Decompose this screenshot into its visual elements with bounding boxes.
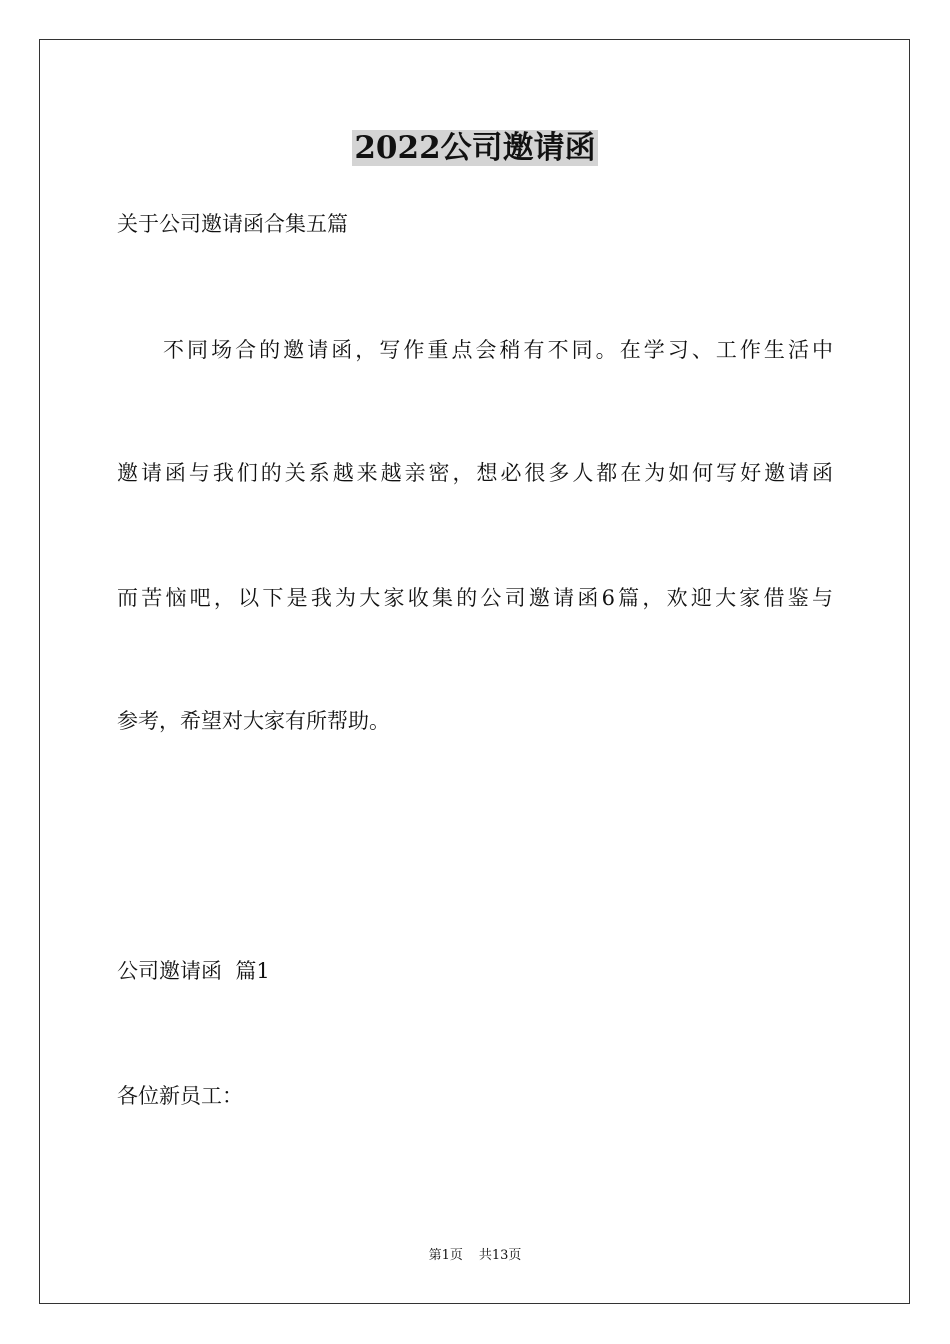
section-heading: 公司邀请函 篇1 [117,959,270,983]
intro-line-1: 不同场合的邀请函，写作重点会稍有不同。在学习、工作生活中 [163,338,833,362]
document-subtitle: 关于公司邀请函合集五篇 [117,212,348,236]
intro-line-3: 而苦恼吧，以下是我为大家收集的公司邀请函6篇，欢迎大家借鉴与 [117,586,833,610]
salutation: 各位新员工： [117,1084,243,1108]
page-number: 第1页 [428,1248,463,1263]
page-footer [0,1247,950,1265]
document-title-text: 2022公司邀请函 [354,130,596,166]
intro-line-2: 邀请函与我们的关系越来越亲密，想必很多人都在为如何写好邀请函 [117,461,833,485]
document-title [0,128,950,168]
page-total: 共13页 [478,1248,522,1263]
intro-line-4: 参考，希望对大家有所帮助。 [117,709,390,733]
